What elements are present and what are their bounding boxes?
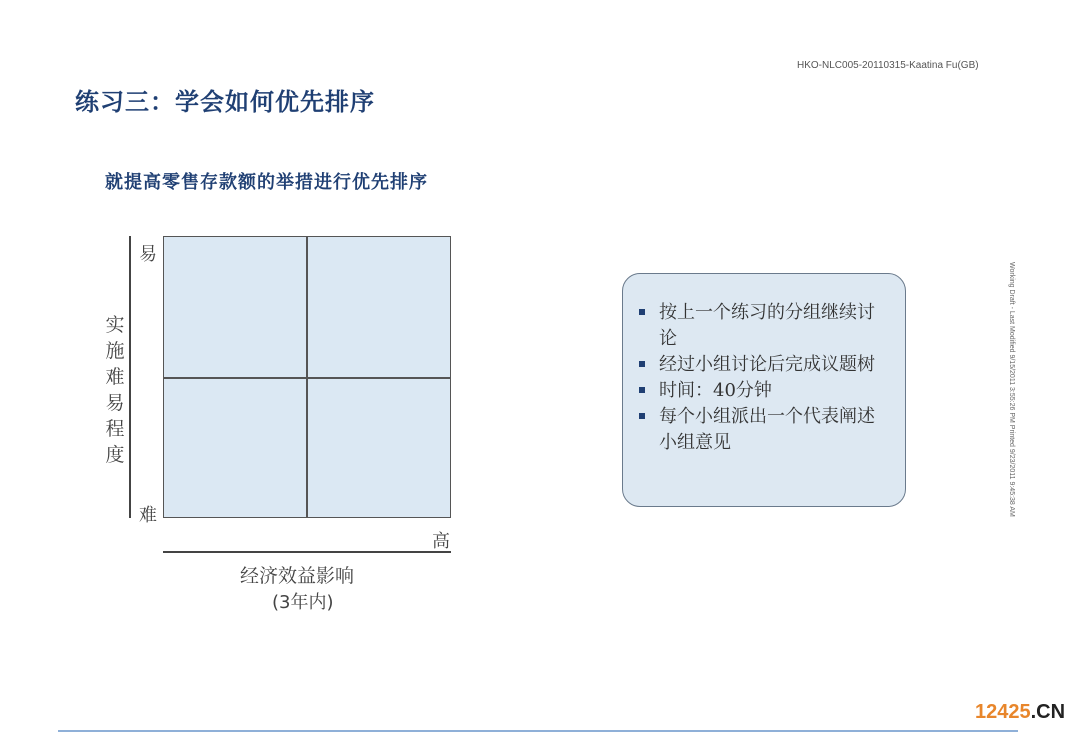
watermark-logo bbox=[975, 701, 1065, 724]
bullet-icon bbox=[639, 413, 645, 419]
bottom-rule bbox=[58, 730, 1018, 732]
list-item-text: 每个小组派出一个代表阐述小组意见 bbox=[659, 406, 875, 453]
y-axis-title-char: 难 bbox=[105, 366, 125, 388]
y-axis-line bbox=[129, 236, 131, 518]
list-item bbox=[637, 404, 891, 456]
bullet-icon bbox=[639, 387, 645, 393]
document-id: HKO-NLC005-20110315-Kaatina Fu(GB) bbox=[797, 60, 979, 71]
x-axis-line bbox=[163, 551, 451, 553]
list-item bbox=[637, 378, 891, 404]
watermark-number: 12425 bbox=[975, 701, 1031, 723]
list-item bbox=[637, 300, 891, 352]
page-title: 练习三：学会如何优先排序 bbox=[75, 87, 375, 116]
y-axis-title bbox=[104, 312, 126, 468]
y-axis-title-char: 程 bbox=[105, 418, 125, 440]
list-item-text: 时间：40分钟 bbox=[659, 380, 772, 401]
x-axis-title: 经济效益影响 bbox=[240, 565, 355, 587]
x-axis-subtitle: (3年内) bbox=[272, 592, 334, 613]
instructions-list bbox=[637, 300, 891, 456]
page-subtitle: 就提高零售存款额的举措进行优先排序 bbox=[105, 172, 428, 193]
instructions-box bbox=[622, 273, 906, 507]
list-item bbox=[637, 352, 891, 378]
list-item-text: 按上一个练习的分组继续讨论 bbox=[659, 302, 875, 349]
y-axis-title-char: 度 bbox=[105, 444, 125, 466]
x-right-label: 高 bbox=[432, 531, 450, 552]
list-item-text: 经过小组讨论后完成议题树 bbox=[659, 354, 875, 375]
matrix-grid bbox=[163, 236, 451, 518]
y-top-label: 易 bbox=[139, 244, 157, 265]
side-note: Working Draft - Last Modified 9/15/2011 3:55:26 PM Printed 9/23/2011 9:45:38 AM bbox=[1008, 262, 1015, 517]
watermark-domain: .CN bbox=[1030, 701, 1066, 723]
grid-horizontal-divider bbox=[164, 377, 450, 379]
y-axis-title-char: 施 bbox=[105, 340, 125, 362]
bullet-icon bbox=[639, 309, 645, 315]
y-axis-title-char: 实 bbox=[105, 314, 125, 336]
y-axis-title-char: 易 bbox=[105, 392, 125, 414]
bullet-icon bbox=[639, 361, 645, 367]
y-bottom-label: 难 bbox=[139, 505, 157, 526]
